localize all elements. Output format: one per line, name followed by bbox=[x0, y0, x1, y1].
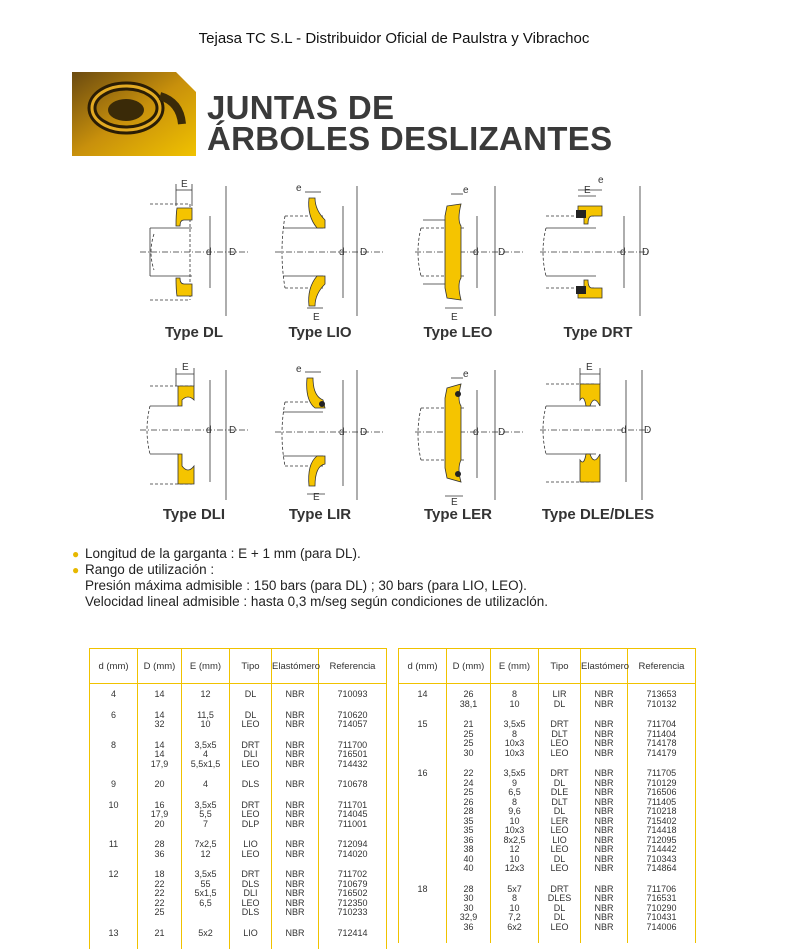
bullet-icon: ● bbox=[72, 547, 80, 561]
col-header-elastomero: Elastómero bbox=[581, 649, 628, 684]
reference-table-left bbox=[89, 648, 387, 949]
svg-text:d: d bbox=[621, 425, 627, 436]
svg-text:E: E bbox=[182, 362, 189, 373]
svg-text:E: E bbox=[586, 362, 593, 373]
cell-E: 4 bbox=[182, 780, 230, 790]
cell-ref: 710620 714057 bbox=[319, 711, 387, 730]
cell-D: 21 25 25 30 bbox=[447, 720, 491, 758]
svg-text:e: e bbox=[296, 183, 302, 194]
col-header-E: E (mm) bbox=[491, 649, 539, 684]
col-header-tipo: Tipo bbox=[230, 649, 272, 684]
cell-ref: 710678 bbox=[319, 780, 387, 790]
cell-D: 20 bbox=[138, 780, 182, 790]
type-label-dl: Type DL bbox=[164, 324, 224, 341]
svg-text:d: d bbox=[339, 427, 345, 438]
cell-el: NBR NBR NBR NBR NBR bbox=[581, 885, 628, 933]
cell-el: NBR NBR bbox=[272, 840, 319, 859]
cell-ref: 712414 bbox=[319, 929, 387, 939]
table-row bbox=[90, 741, 387, 770]
cell-E: 12 bbox=[182, 690, 230, 700]
col-header-elastomero: Elastómero bbox=[272, 649, 319, 684]
diagram-dli bbox=[130, 360, 250, 500]
table-row bbox=[90, 780, 387, 790]
svg-text:d: d bbox=[339, 247, 345, 258]
cell-ref: 711705 710129 716506 711405 710218 715402 714418 712095 714442 710343 714864 bbox=[628, 769, 696, 874]
cell-ref: 711700 716501 714432 bbox=[319, 741, 387, 770]
reference-table-right bbox=[398, 648, 696, 943]
svg-text:d: d bbox=[620, 247, 626, 258]
cell-D: 14 14 17,9 bbox=[138, 741, 182, 770]
svg-text:E: E bbox=[584, 185, 591, 196]
dim-d-label: d bbox=[206, 247, 212, 258]
svg-text:d: d bbox=[473, 427, 479, 438]
table-row bbox=[399, 690, 696, 709]
col-header-tipo: Tipo bbox=[539, 649, 581, 684]
cell-E: 7x2,5 12 bbox=[182, 840, 230, 859]
diagram-dl bbox=[130, 176, 250, 316]
cell-E: 5x7 8 10 7,2 6x2 bbox=[491, 885, 539, 933]
cell-E: 3,5x5 5,5 7 bbox=[182, 801, 230, 830]
svg-text:E: E bbox=[313, 492, 320, 503]
cell-d: 10 bbox=[90, 801, 138, 830]
cell-D: 14 bbox=[138, 690, 182, 700]
table-row bbox=[399, 769, 696, 874]
svg-text:D: D bbox=[360, 247, 368, 258]
diagram-leo bbox=[405, 176, 525, 323]
cell-E: 3,5x5 9 6,5 8 9,6 10 10x3 8x2,5 12 10 12x3 bbox=[491, 769, 539, 874]
type-label-leo: Type LEO bbox=[423, 324, 493, 341]
cell-d: 18 bbox=[399, 885, 447, 933]
col-header-E: E (mm) bbox=[182, 649, 230, 684]
col-header-D: D (mm) bbox=[138, 649, 182, 684]
seal-photo bbox=[72, 72, 196, 156]
cell-tipo: DRT DLES DL DL LEO bbox=[539, 885, 581, 933]
cell-ref: 713653 710132 bbox=[628, 690, 696, 709]
cell-tipo: LIO bbox=[230, 929, 272, 939]
cell-el: NBR bbox=[272, 690, 319, 700]
cell-d: 8 bbox=[90, 741, 138, 770]
type-label-dle-dles: Type DLE/DLES bbox=[541, 506, 655, 523]
cell-el: NBR NBR NBR NBR bbox=[581, 720, 628, 758]
svg-text:e: e bbox=[598, 175, 604, 186]
svg-text:E: E bbox=[313, 312, 320, 323]
cell-E: 8 10 bbox=[491, 690, 539, 709]
table-row bbox=[399, 885, 696, 933]
cell-tipo: DL bbox=[230, 690, 272, 700]
cell-el: NBR bbox=[272, 929, 319, 939]
type-label-drt: Type DRT bbox=[563, 324, 633, 341]
table-row bbox=[90, 711, 387, 730]
cell-el: NBR NBR NBR bbox=[272, 741, 319, 770]
dim-e-label: E bbox=[181, 179, 188, 190]
cell-D: 28 36 bbox=[138, 840, 182, 859]
svg-text:d: d bbox=[473, 247, 479, 258]
cell-tipo: DRT DL DLE DLT DL LER LEO LIO LEO DL LEO bbox=[539, 769, 581, 874]
type-label-lio: Type LIO bbox=[288, 324, 352, 341]
svg-text:e: e bbox=[296, 364, 302, 375]
cell-d: 4 bbox=[90, 690, 138, 700]
pressure-line: Presión máxima admisible : 150 bars (para DL) ; 30 bars (para LIO, LEO). bbox=[85, 578, 527, 593]
dim-D-label: D bbox=[229, 247, 237, 258]
type-label-lir: Type LIR bbox=[288, 506, 352, 523]
svg-text:e: e bbox=[463, 185, 469, 196]
cell-E: 3,5x5 8 10x3 10x3 bbox=[491, 720, 539, 758]
cell-D: 18 22 22 22 25 bbox=[138, 870, 182, 918]
cell-d: 16 bbox=[399, 769, 447, 874]
svg-text:D: D bbox=[229, 425, 237, 436]
cell-d: 9 bbox=[90, 780, 138, 790]
bullet-item: ● Longitud de la garganta : E + 1 mm (para DL). bbox=[72, 546, 361, 561]
cell-d: 15 bbox=[399, 720, 447, 758]
svg-text:D: D bbox=[498, 247, 506, 258]
svg-text:D: D bbox=[644, 425, 652, 436]
cell-E: 11,5 10 bbox=[182, 711, 230, 730]
svg-text:e: e bbox=[463, 369, 469, 380]
title-line-2: ÁRBOLES DESLIZANTES bbox=[207, 120, 613, 157]
cell-el: NBR NBR bbox=[272, 711, 319, 730]
bullet-item: ● Rango de utilización : bbox=[72, 562, 215, 577]
cell-tipo: LIR DL bbox=[539, 690, 581, 709]
col-header-d: d (mm) bbox=[90, 649, 138, 684]
diagram-ler bbox=[405, 360, 525, 508]
col-header-D: D (mm) bbox=[447, 649, 491, 684]
title-line-1: JUNTAS DE bbox=[207, 89, 395, 126]
type-label-dli: Type DLI bbox=[162, 506, 226, 523]
cell-d: 13 bbox=[90, 929, 138, 939]
cell-tipo: LIO LEO bbox=[230, 840, 272, 859]
diagram-drt bbox=[530, 176, 650, 316]
cell-tipo: DRT DLI LEO bbox=[230, 741, 272, 770]
cell-d: 12 bbox=[90, 870, 138, 918]
col-header-d: d (mm) bbox=[399, 649, 447, 684]
table-row bbox=[90, 870, 387, 918]
cell-ref: 710093 bbox=[319, 690, 387, 700]
cell-tipo: DLS bbox=[230, 780, 272, 790]
cell-tipo: DRT DLT LEO LEO bbox=[539, 720, 581, 758]
table-row bbox=[90, 690, 387, 700]
speed-line: Velocidad lineal admisible : hasta 0,3 m/seg según condiciones de utilizaclón. bbox=[85, 594, 549, 609]
diagram-lir bbox=[265, 360, 385, 503]
cell-D: 28 30 30 32,9 36 bbox=[447, 885, 491, 933]
diagram-lio bbox=[265, 176, 385, 323]
bullet-icon: ● bbox=[72, 563, 80, 577]
cell-el: NBR NBR bbox=[581, 690, 628, 709]
table-row bbox=[90, 929, 387, 939]
distributor-header: Tejasa TC S.L - Distribuidor Oficial de Paulstra y Vibrachoc bbox=[198, 30, 590, 47]
col-header-referencia: Referencia bbox=[319, 649, 387, 684]
cell-ref: 711701 714045 711001 bbox=[319, 801, 387, 830]
cell-ref: 711702 710679 716502 712350 710233 bbox=[319, 870, 387, 918]
page-title bbox=[207, 89, 613, 157]
cell-d: 14 bbox=[399, 690, 447, 709]
table-row bbox=[90, 840, 387, 859]
col-header-referencia: Referencia bbox=[628, 649, 696, 684]
cell-D: 16 17,9 20 bbox=[138, 801, 182, 830]
cell-D: 26 38,1 bbox=[447, 690, 491, 709]
cell-E: 5x2 bbox=[182, 929, 230, 939]
cell-el: NBR bbox=[272, 780, 319, 790]
svg-text:D: D bbox=[498, 427, 506, 438]
cell-ref: 712094 714020 bbox=[319, 840, 387, 859]
cell-E: 3,5x5 55 5x1,5 6,5 bbox=[182, 870, 230, 918]
cell-el: NBR NBR NBR NBR NBR NBR NBR NBR NBR NBR NBR bbox=[581, 769, 628, 874]
cell-tipo: DL LEO bbox=[230, 711, 272, 730]
cell-d: 6 bbox=[90, 711, 138, 730]
cell-D: 21 bbox=[138, 929, 182, 939]
cell-tipo: DRT LEO DLP bbox=[230, 801, 272, 830]
diagram-dle-dles bbox=[530, 360, 650, 500]
table-row bbox=[90, 801, 387, 830]
svg-text:E: E bbox=[451, 312, 458, 323]
cell-tipo: DRT DLS DLI LEO DLS bbox=[230, 870, 272, 918]
table-row bbox=[399, 720, 696, 758]
cell-ref: 711704 711404 714178 714179 bbox=[628, 720, 696, 758]
cell-el: NBR NBR NBR bbox=[272, 801, 319, 830]
svg-text:D: D bbox=[360, 427, 368, 438]
cell-ref: 711706 716531 710290 710431 714006 bbox=[628, 885, 696, 933]
svg-text:E: E bbox=[451, 497, 458, 508]
cell-d: 11 bbox=[90, 840, 138, 859]
type-label-ler: Type LER bbox=[423, 506, 493, 523]
svg-text:d: d bbox=[206, 425, 212, 436]
svg-text:D: D bbox=[642, 247, 650, 258]
cell-D: 22 24 25 26 28 35 35 36 38 40 40 bbox=[447, 769, 491, 874]
cell-E: 3,5x5 4 5,5x1,5 bbox=[182, 741, 230, 770]
cell-el: NBR NBR NBR NBR NBR bbox=[272, 870, 319, 918]
cell-D: 14 32 bbox=[138, 711, 182, 730]
specs-bullet-list bbox=[72, 546, 548, 610]
